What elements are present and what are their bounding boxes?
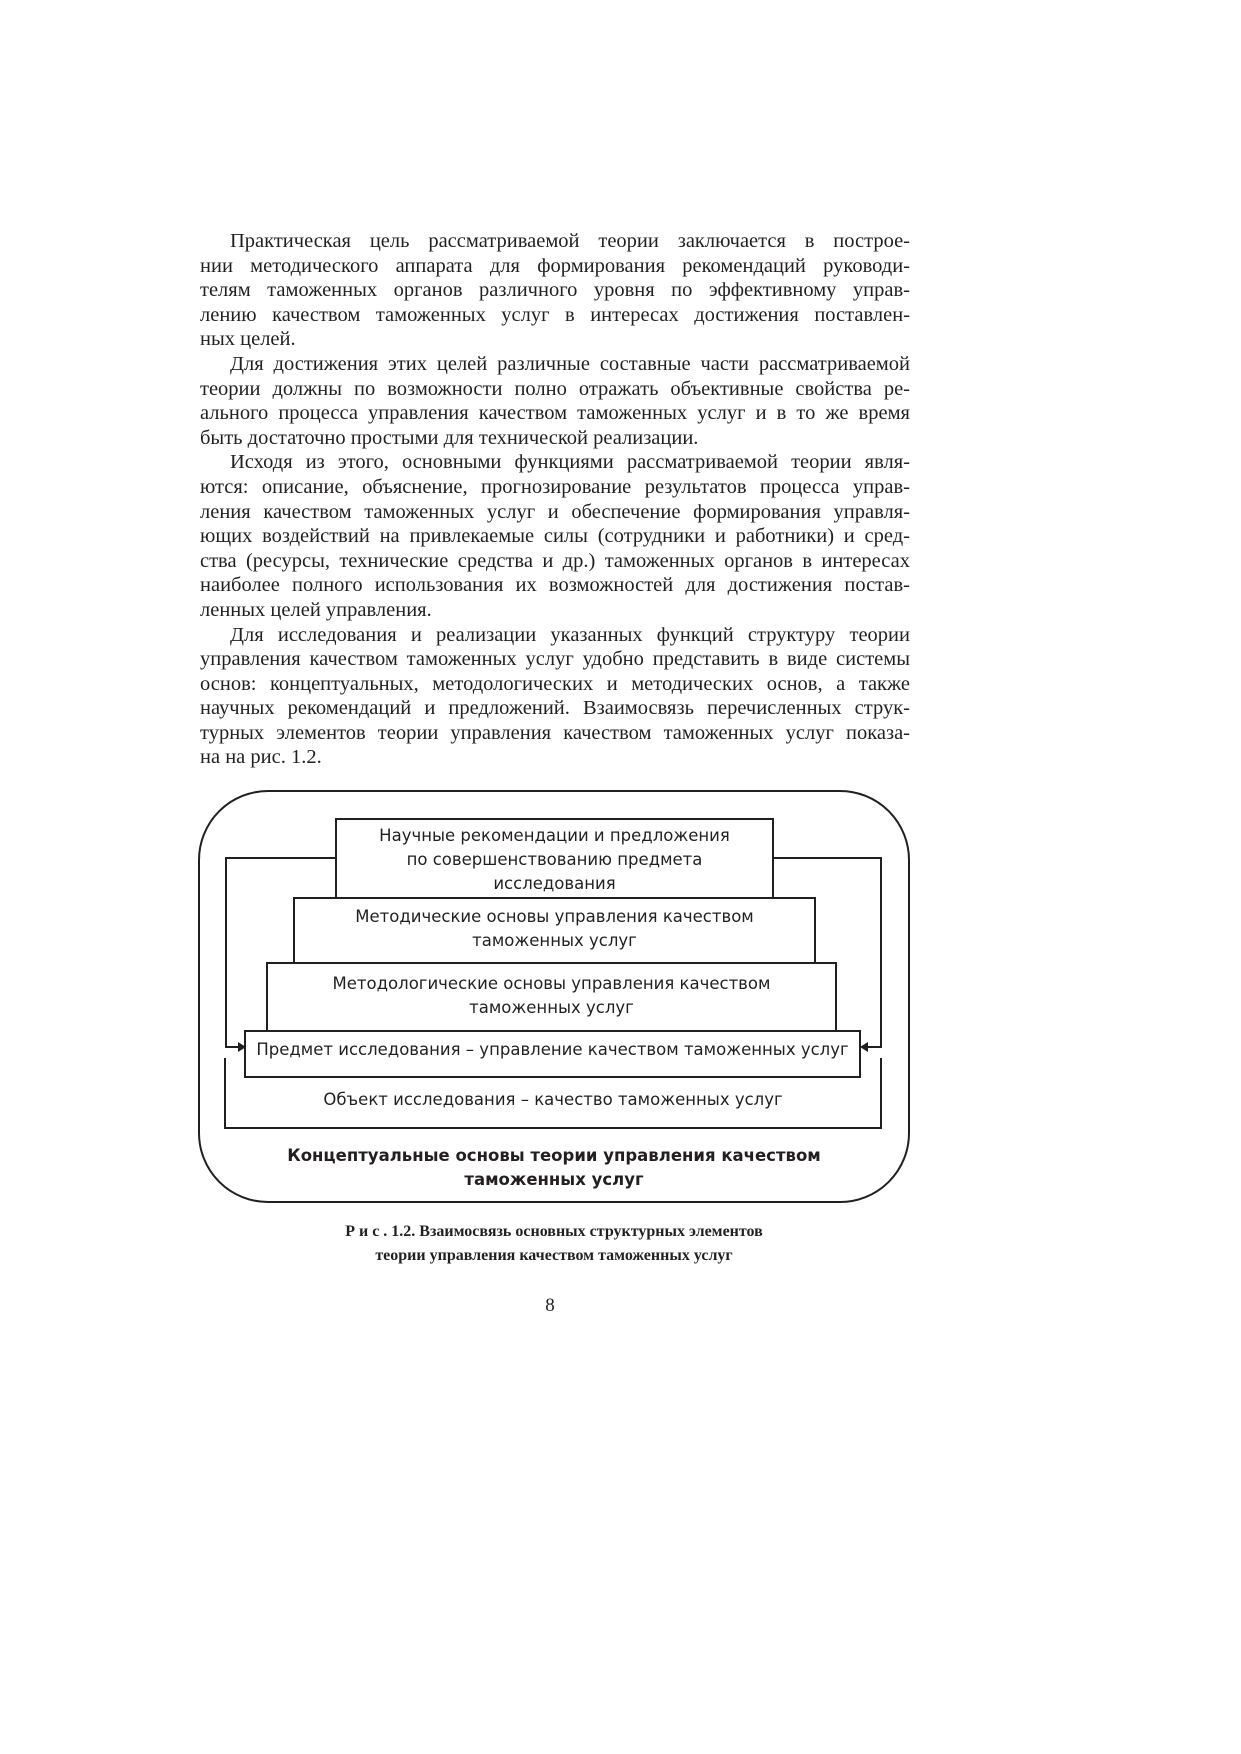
figure-caption-line: теории управления качеством таможенных услуг	[375, 1247, 733, 1264]
text-line: лению качеством таможенных услуг в интересах достижения поставлен-	[200, 303, 910, 326]
methodological-box	[266, 962, 837, 1032]
text-line: ются: описание, объяснение, прогнозирование результатов процесса управ-	[200, 475, 910, 498]
object-label: Объект исследования – качество таможенных услуг	[323, 1090, 783, 1109]
body-text	[200, 229, 910, 770]
text-line: теории должны по возможности полно отражать объективные свойства ре-	[200, 377, 910, 400]
text-line: нии методического аппарата для формирования рекомендаций руководи-	[200, 254, 910, 277]
connector-line	[771, 857, 882, 859]
arrow-left-icon	[860, 1042, 868, 1052]
text-line: Для исследования и реализации указанных функций структуру теории	[230, 623, 910, 646]
caption-line: Концептуальные основы теории управления качеством	[287, 1146, 821, 1165]
text-line: научных рекомендаций и предложений. Взаимосвязь перечисленных струк-	[200, 697, 910, 720]
text-line: Для достижения этих целей различные составные части рассматриваемой	[230, 352, 910, 375]
text-line: турных элементов теории управления качеством таможенных услуг показа-	[200, 721, 910, 744]
text-line: Исходя из этого, основными функциями рассматриваемой теории явля-	[230, 451, 910, 474]
box-text: Методологические основы управления качеством	[332, 974, 771, 993]
connector-line	[880, 857, 882, 1047]
box-text: исследования	[493, 874, 616, 893]
text-line: Практическая цель рассматриваемой теории заключается в построе-	[230, 230, 910, 252]
figure-caption-line: Р и с . 1.2. Взаимосвязь основных структурных элементов	[345, 1223, 763, 1240]
text-line: ных целей.	[200, 328, 296, 351]
conceptual-label	[198, 1144, 910, 1192]
connector-line	[225, 1046, 239, 1048]
text-line: ства (ресурсы, технические средства и др.) таможенных органов в интересах	[200, 549, 910, 572]
text-line: ленных целей управления.	[200, 598, 432, 621]
box-text: Методические основы управления качеством	[355, 907, 754, 926]
recommendations-box	[335, 818, 774, 899]
box-text: таможенных услуг	[472, 931, 637, 950]
page-number: 8	[545, 1295, 555, 1316]
text-line: на на рис. 1.2.	[200, 746, 322, 769]
text-line: наиболее полного использования их возможностей для достижения постав-	[200, 574, 910, 597]
box-text: Научные рекомендации и предложения	[379, 826, 730, 845]
box-text: по совершенствованию предмета	[406, 850, 703, 869]
connector-line	[868, 1046, 882, 1048]
connector-line	[225, 857, 227, 1047]
connector-line	[225, 857, 337, 859]
subject-box	[244, 1030, 861, 1078]
text-line: ления качеством таможенных услуг и обеспечение формирования управля-	[200, 500, 910, 523]
figure-caption	[198, 1220, 910, 1268]
methodical-box	[293, 897, 816, 964]
text-line: быть достаточно простыми для технической реализации.	[200, 426, 699, 449]
subject-label: Предмет исследования – управление качеством таможенных услуг	[256, 1040, 849, 1059]
text-line: основ: концептуальных, методологических и методических основ, а также	[200, 672, 910, 695]
box-text: таможенных услуг	[469, 998, 634, 1017]
text-line: телям таможенных органов различного уровня по эффективному управ-	[200, 279, 910, 302]
text-line: ального процесса управления качеством таможенных услуг и в то же время	[200, 402, 910, 425]
caption-line: таможенных услуг	[464, 1170, 644, 1189]
text-line: ющих воздействий на привлекаемые силы (сотрудники и работники) и сред-	[200, 525, 910, 548]
text-line: управления качеством таможенных услуг удобно представить в виде системы	[200, 648, 910, 671]
